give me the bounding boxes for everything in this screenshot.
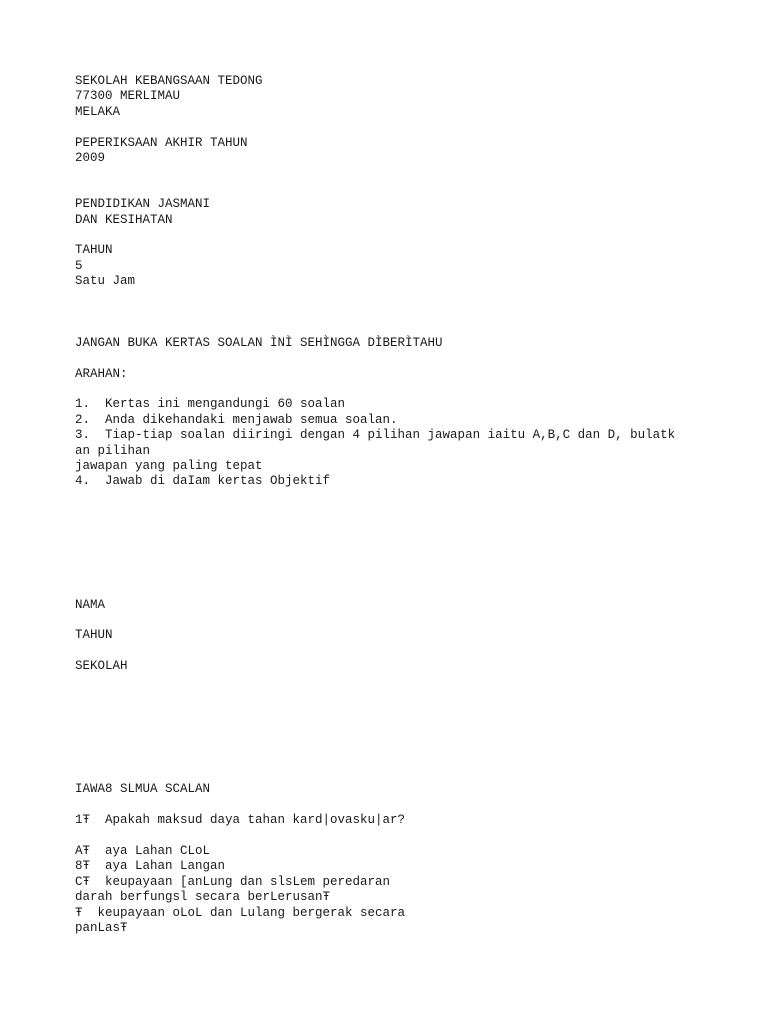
- blank-line: [75, 644, 755, 659]
- blank-line: [75, 582, 755, 597]
- subject-line-1: PENDIDIKAN JASMANI: [75, 197, 211, 212]
- blank-line: [75, 305, 755, 320]
- exam-duration: Satu Jam: [75, 274, 136, 289]
- blank-line: [75, 320, 755, 335]
- blank-line: [75, 228, 755, 243]
- question-1-option: 8Ŧ aya Lahan Langan: [75, 859, 226, 874]
- blank-line: [75, 705, 755, 720]
- candidate-name-label: NAMA: [75, 597, 106, 612]
- level-value: 5: [75, 258, 83, 273]
- candidate-school-label: SEKOLAH: [75, 659, 128, 674]
- blank-line: [75, 690, 755, 705]
- blank-line: [75, 166, 755, 181]
- blank-line: [75, 351, 755, 366]
- instruction-item-continued: jawapan yang paling tepat: [75, 459, 263, 474]
- blank-line: [75, 721, 755, 736]
- instruction-item: 1. Kertas ini mengandungi 60 soalan: [75, 397, 346, 412]
- blank-line: [75, 521, 755, 536]
- blank-line: [75, 767, 755, 782]
- instruction-item: 4. Jawab di daIam kertas Objektif: [75, 474, 331, 489]
- blank-line: [75, 490, 755, 505]
- blank-line: [75, 613, 755, 628]
- question-1-option-continued: darah berfungsl secara berLerusanŦ: [75, 890, 331, 905]
- instruction-item: 3. Tiap-tiap soalan diiringi dengan 4 pilihan jawapan iaitu A,B,C dan D, bulatk: [75, 428, 676, 443]
- question-1-option: AŦ aya Lahan CLoL: [75, 843, 211, 858]
- subject-line-2: DAN KESIHATAN: [75, 212, 173, 227]
- warning-text: JANGAN BUKA KERTAS SOALAN ÌNÌ SEHÌNGGA DÌBERÌTAHU: [75, 335, 443, 350]
- question-1-text: 1Ŧ Apakah maksud daya tahan kard|ovasku|ar?: [75, 813, 406, 828]
- blank-line: [75, 752, 755, 767]
- blank-line: [75, 290, 755, 305]
- exam-title: PEPERIKSAAN AKHIR TAHUN: [75, 135, 248, 150]
- question-1-option: Ŧ keupayaan oLoL dan Lulang bergerak secara: [75, 905, 406, 920]
- blank-line: [75, 567, 755, 582]
- blank-line: [75, 182, 755, 197]
- blank-line: [75, 120, 755, 135]
- blank-line: [75, 505, 755, 520]
- blank-line: [75, 736, 755, 751]
- instruction-item-continued: an pilihan: [75, 443, 151, 458]
- blank-line: [75, 551, 755, 566]
- exam-year: 2009: [75, 151, 106, 166]
- blank-line: [75, 798, 755, 813]
- question-1-option-continued: panLasŦ: [75, 920, 128, 935]
- exam-paper-text: [75, 74, 755, 936]
- school-state: MELAKA: [75, 104, 121, 119]
- blank-line: [75, 536, 755, 551]
- blank-line: [75, 829, 755, 844]
- candidate-year-label: TAHUN: [75, 628, 113, 643]
- instruction-item: 2. Anda dikehandaki menjawab semua soalan.: [75, 412, 398, 427]
- question-1-option: CŦ keupayaan [anLung dan slsLem peredaran: [75, 874, 391, 889]
- blank-line: [75, 675, 755, 690]
- instructions-heading: ARAHAN:: [75, 366, 128, 381]
- school-postcode-city: 77300 MERLIMAU: [75, 89, 181, 104]
- blank-line: [75, 382, 755, 397]
- level-label: TAHUN: [75, 243, 113, 258]
- school-name: SEKOLAH KEBANGSAAN TEDONG: [75, 74, 263, 88]
- section-heading: IAWA8 SLMUA SCALAN: [75, 782, 211, 797]
